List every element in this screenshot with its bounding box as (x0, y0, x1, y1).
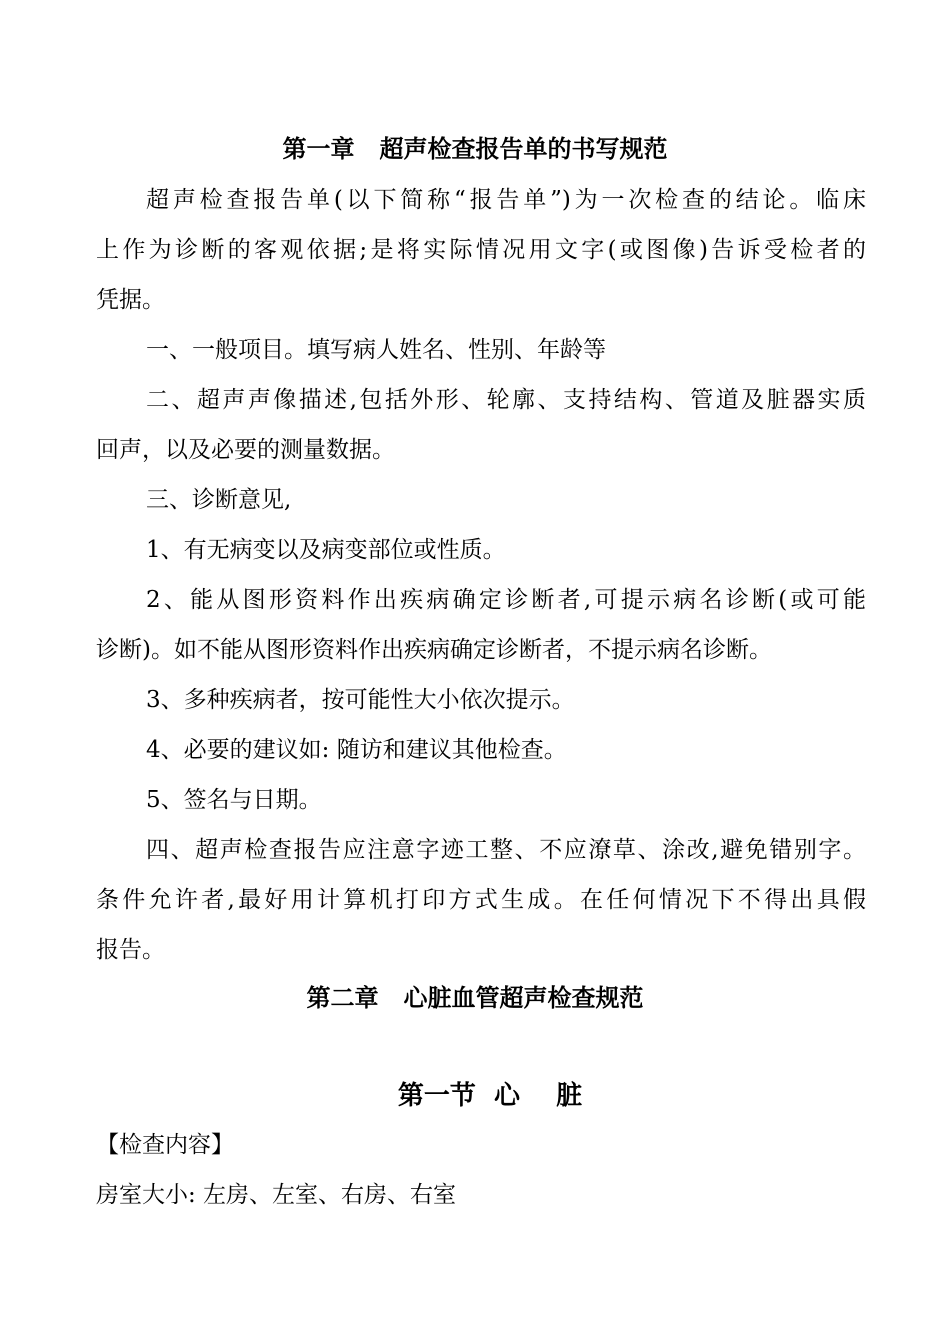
item-2-line-1: 二、超声声像描述,包括外形、轮廓、支持结构、管道及脏器实质 (146, 387, 866, 413)
sub-item-4: 4、必要的建议如: 随访和建议其他检查。 (146, 737, 567, 763)
item-4-line-2: 条件允许者,最好用计算机打印方式生成。在任何情况下不得出具假 (96, 887, 866, 913)
sub-item-5: 5、签名与日期。 (146, 787, 322, 813)
item-1-general: 一、一般项目。填写病人姓名、性别、年龄等 (146, 337, 606, 363)
sub-item-2-line-1: 2、能从图形资料作出疾病确定诊断者,可提示病名诊断(或可能 (146, 587, 866, 613)
item-3-diagnosis: 三、诊断意见, (146, 487, 292, 513)
chapter-2-title: 第二章 心脏血管超声检查规范 (306, 984, 644, 1012)
content-heading: 【检查内容】 (96, 1132, 234, 1158)
intro-line-1: 超声检查报告单(以下简称“报告单”)为一次检查的结论。临床 (146, 187, 866, 213)
intro-line-2: 上作为诊断的客观依据;是将实际情况用文字(或图像)告诉受检者的 (96, 237, 866, 263)
chapter-1-title: 第一章 超声检查报告单的书写规范 (282, 135, 668, 163)
chamber-size-line: 房室大小: 左房、左室、右房、右室 (96, 1182, 457, 1208)
sub-item-1: 1、有无病变以及病变部位或性质。 (146, 537, 506, 563)
item-4-line-1: 四、超声检查报告应注意字迹工整、不应潦草、涂改,避免错别字。 (146, 837, 866, 863)
sub-item-3: 3、多种疾病者，按可能性大小依次提示。 (146, 687, 575, 713)
section-1-title: 第一节 心 脏 (397, 1081, 583, 1111)
item-4-line-3: 报告。 (96, 937, 165, 963)
intro-line-3: 凭据。 (96, 287, 165, 313)
item-2-line-2: 回声，以及必要的测量数据。 (96, 437, 395, 463)
sub-item-2-line-2: 诊断)。如不能从图形资料作出疾病确定诊断者，不提示病名诊断。 (96, 637, 772, 663)
